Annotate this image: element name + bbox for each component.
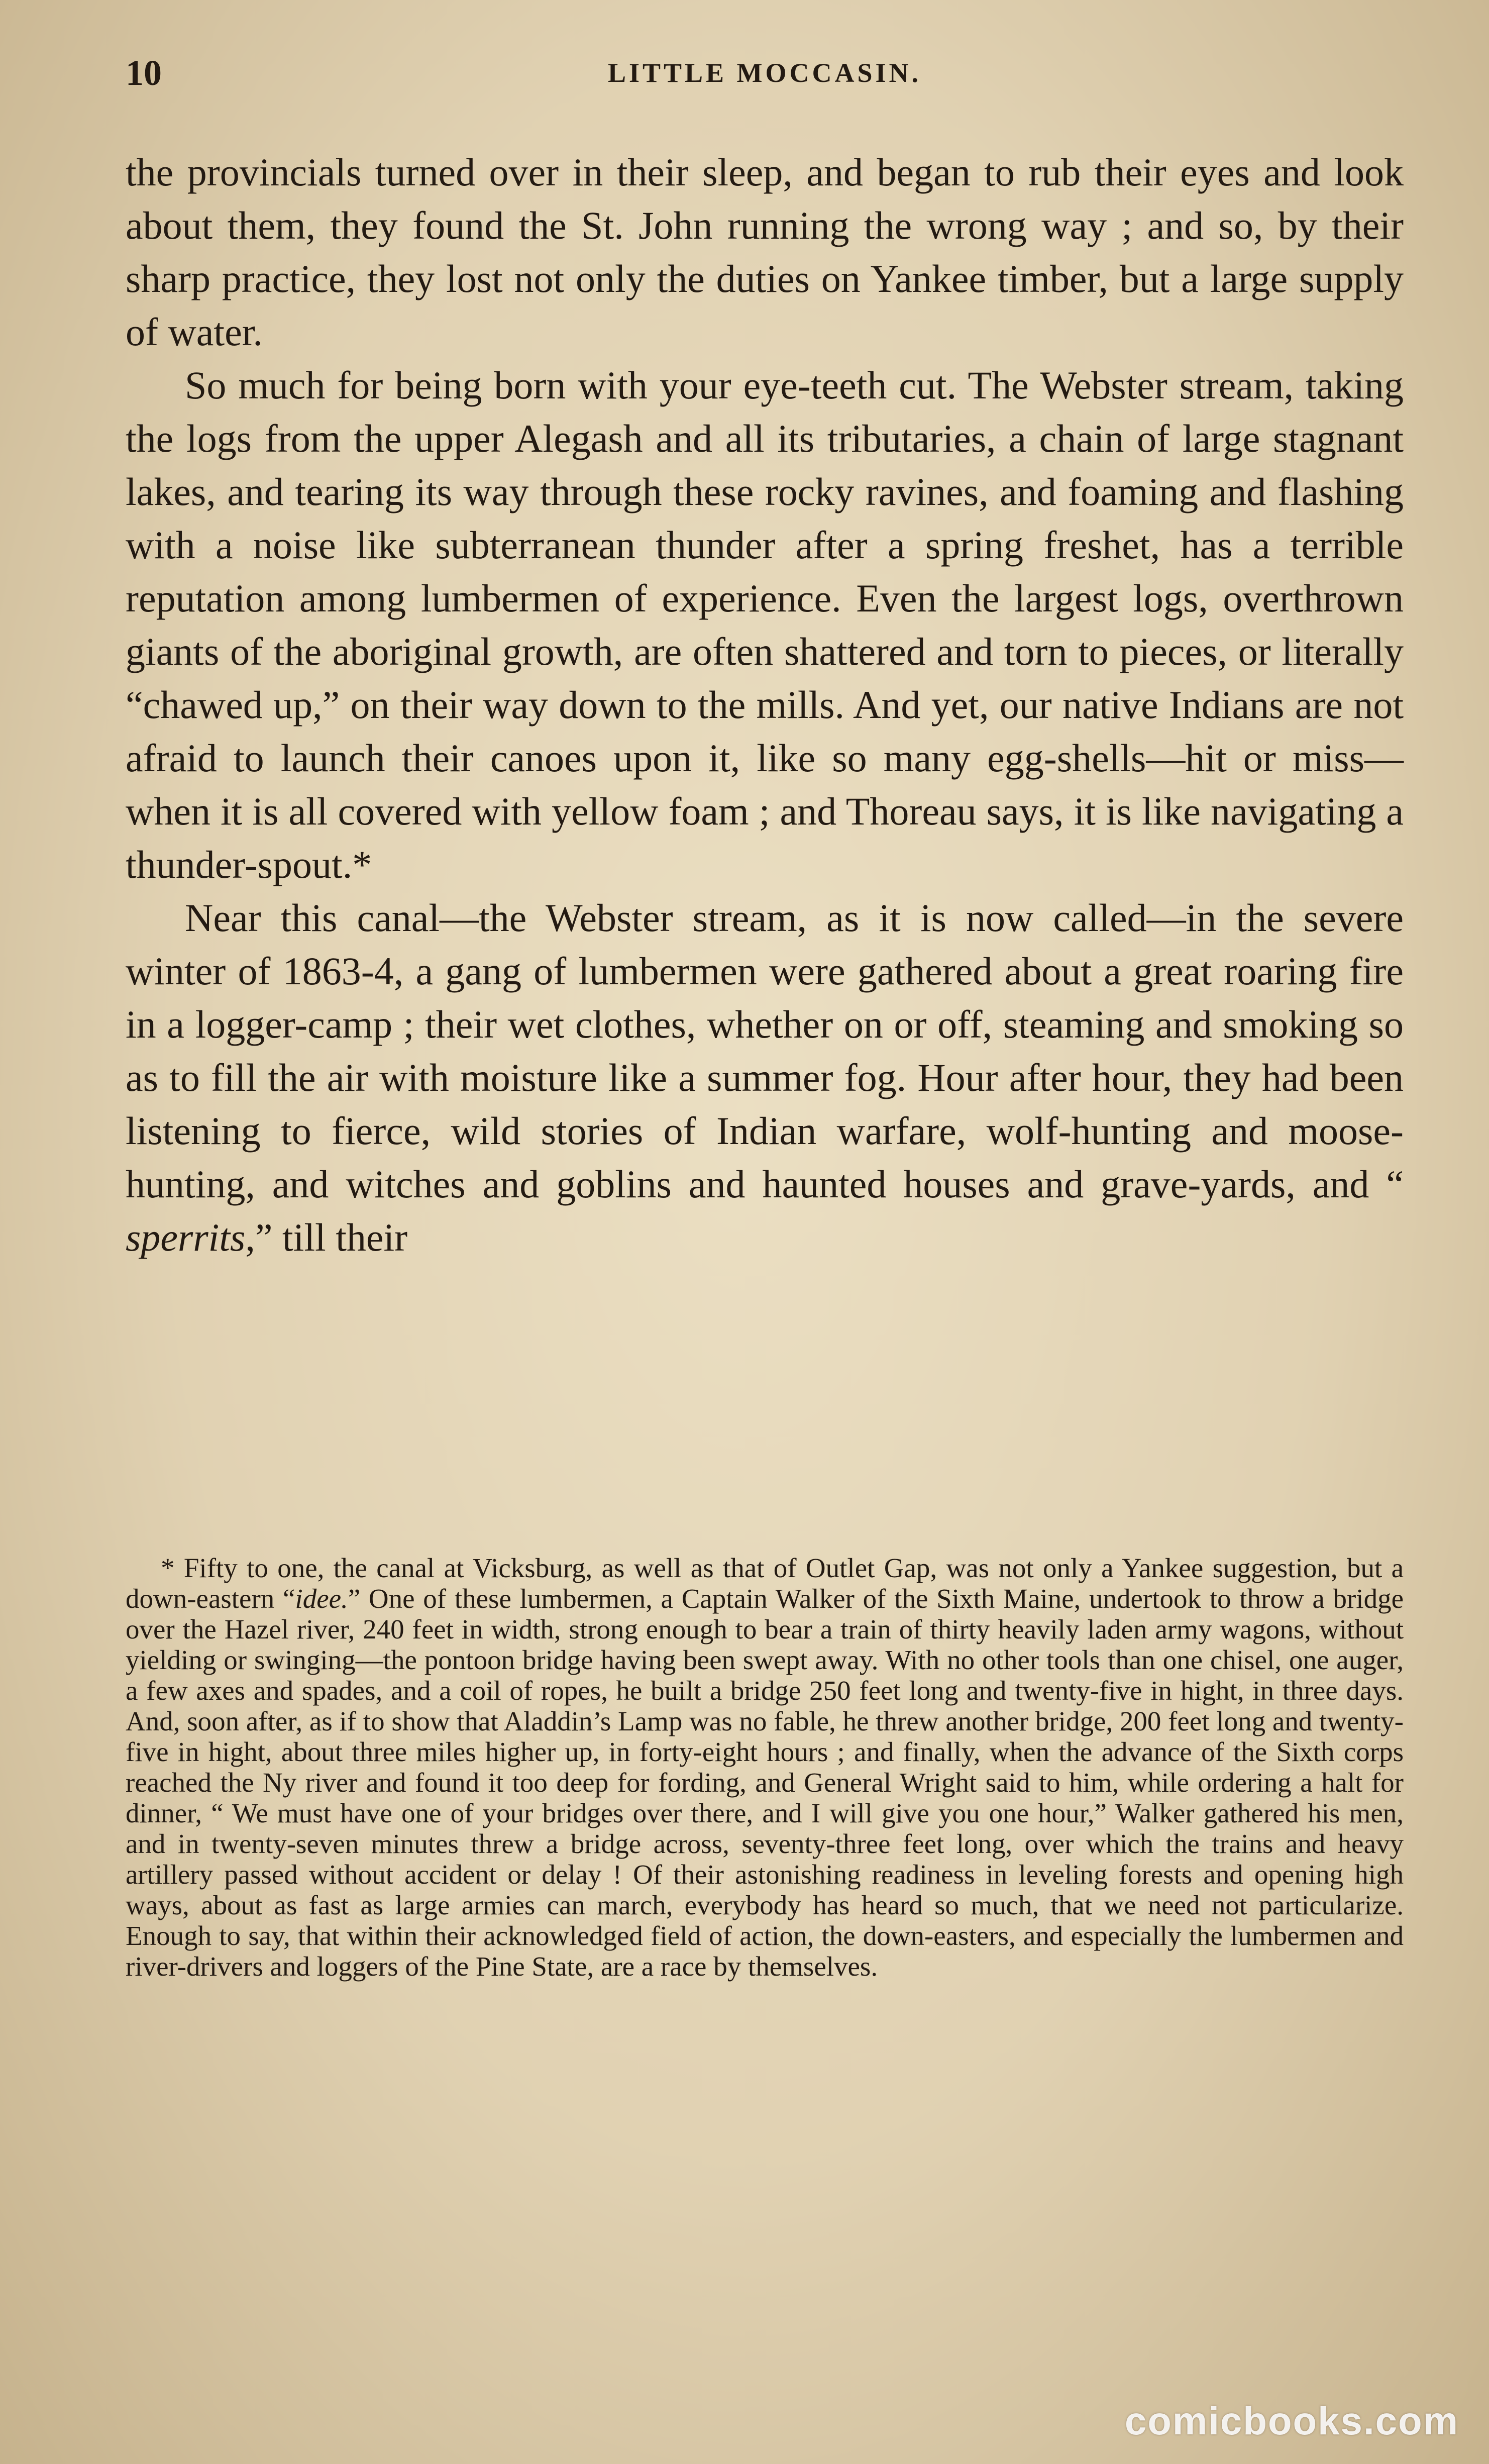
paragraph-1: the provincials turned over in their sleep, and began to rub their eyes and look about them, they found the St. John running the wrong way ; and so, by their sharp practice, they lost not only the duties on Yankee timber, but a large supply of water.: [126, 150, 1404, 354]
page-header: [126, 48, 1404, 98]
paragraph-2: So much for being born with your eye-teeth cut. The Webster stream, taking the logs from the upper Alegash and all its tributaries, a chain of large stagnant lakes, and tearing its way through these rocky ravines, and foaming and flashing with a noise like subterranean thunder after a spring freshet, has a terrible reputation among lumbermen of experience. Even the largest logs, overthrown giants of the aboriginal growth, are often shattered and torn to pieces, or literally “chawed up,” on their way down to the mills. And yet, our native Indians are not afraid to launch their canoes upon it, like so many egg-shells—hit or miss—when it is all covered with yellow foam ; and Thoreau says, it is like navigating a thunder-spout.*: [126, 363, 1404, 886]
footnote-text: * Fifty to one, the canal at Vicksburg, as well as that of Outlet Gap, was not only a Yankee suggestion, but a down-eastern “: [126, 1553, 1404, 1614]
paragraph-3: [126, 891, 1404, 1264]
footnote: [126, 1553, 1404, 1982]
paragraph-3-text: Near this canal—the Webster stream, as it is now called—in the severe winter of 1863-4, a gang of lumbermen were gathered about a great roaring fire in a logger-camp ; their wet clothes, whether on or off, steaming and smoking so as to fill the air with moisture like a summer fog. Hour after hour, they had been listening to fierce, wild stories of Indian warfare, wolf-hunting and moose-hunting, and witches and goblins and haunted houses and grave-yards, and “: [126, 896, 1404, 1206]
page-number: 10: [126, 53, 162, 93]
paragraph-3-italic: sperrits: [126, 1215, 246, 1259]
footnote-italic: idee.: [295, 1583, 348, 1614]
footnote-text-end: ” One of these lumbermen, a Captain Walker of the Sixth Maine, undertook to throw a bridge over the Hazel river, 240 feet in width, strong enough to bear a train of thirty heavily laden army wagons, without yielding or swinging—the pontoon bridge having been swept away. With no other tools than one chisel, one auger, a few axes and spades, and a coil of ropes, he built a bridge 250 feet long and twenty-five in hight, in three days. And, soon after, as if to show that Aladdin’s Lamp was no fable, he threw another bridge, 200 feet long and twenty-five in hight, about three miles higher up, in forty-eight hours ; and finally, when the advance of the Sixth corps reached the Ny river and found it too deep for fording, and General Wright said to him, while ordering a halt for dinner, “ We must have one of your bridges over there, and I will give you one hour,” Walker gathered his men, and in twenty-seven minutes threw a bridge across, seventy-three feet long, over which the trains and heavy artillery passed without accident or delay ! Of their astonishing readiness in leveling forests and opening high ways, about as fast as large armies can march, everybody has heard so much, that we need not particularize. Enough to say, that within their acknowledged field of action, the down-easters, and especially the lumbermen and river-drivers and loggers of the Pine State, are a race by themselves.: [126, 1583, 1404, 1982]
paragraph-3-end: ,” till their: [245, 1215, 408, 1259]
running-head: LITTLE MOCCASIN.: [607, 58, 922, 88]
watermark: comicbooks.com: [1124, 2399, 1459, 2443]
body-text: [126, 146, 1404, 1264]
